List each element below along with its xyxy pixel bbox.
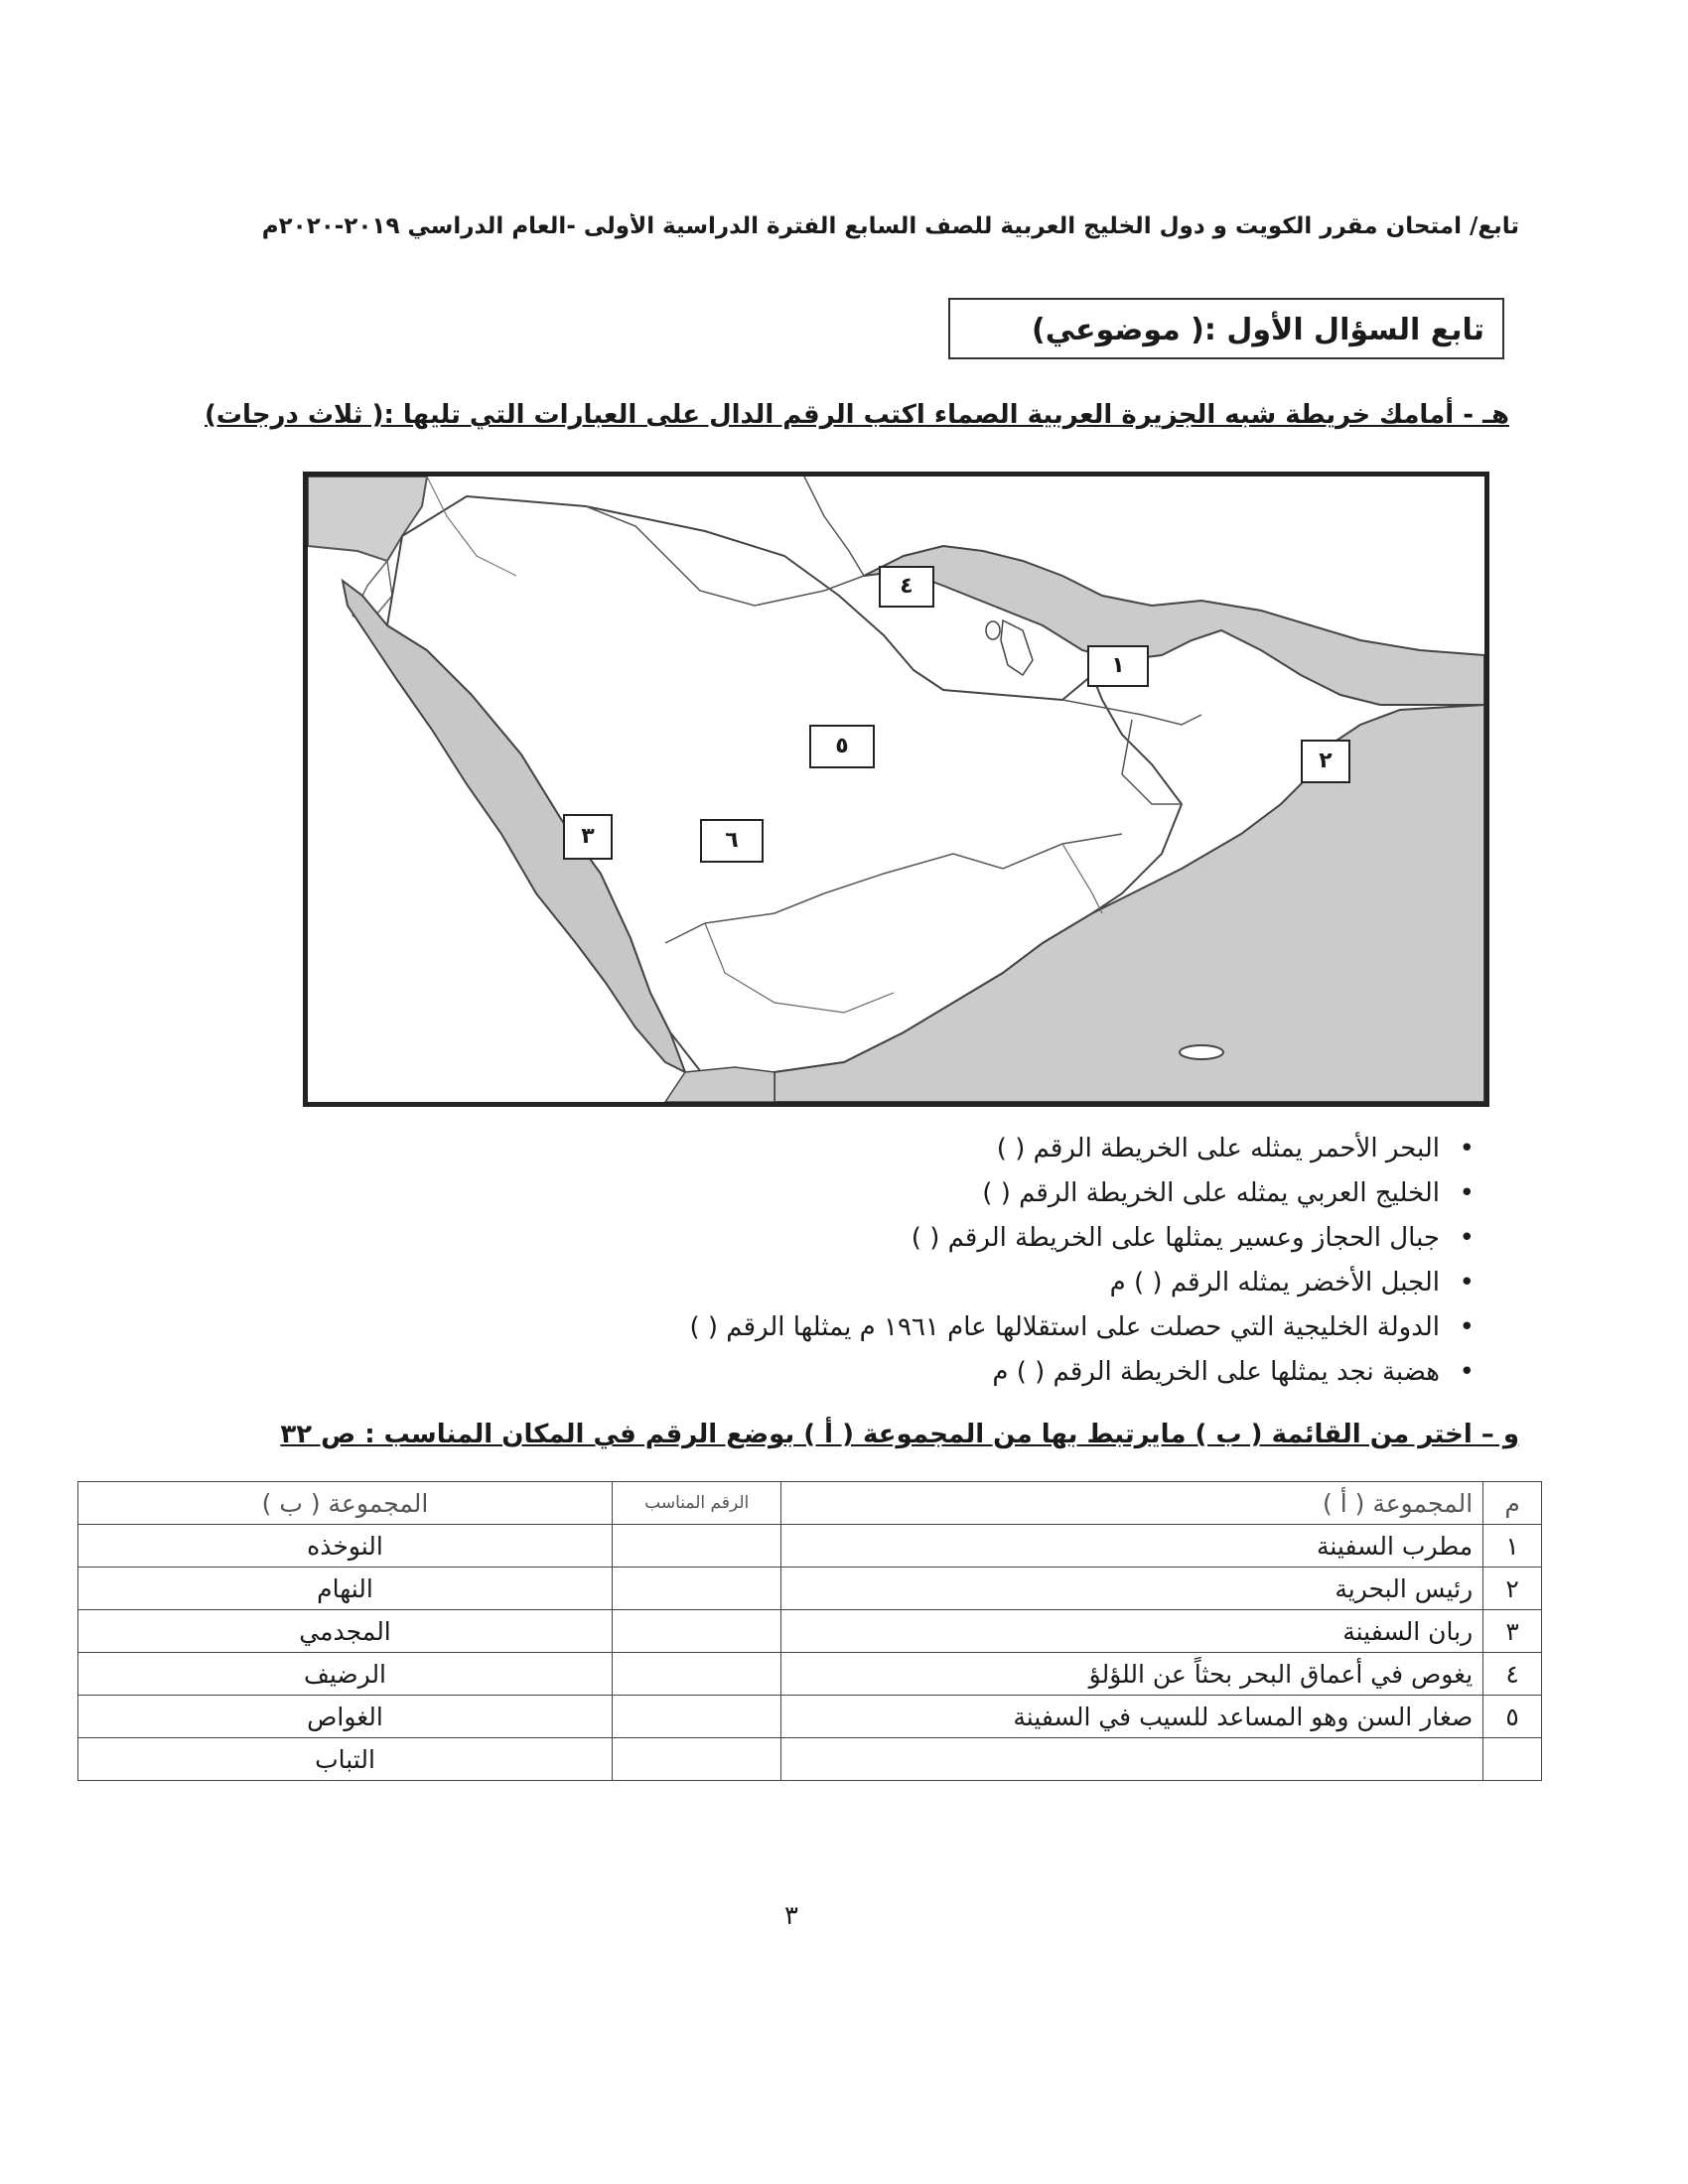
answer-cell[interactable] bbox=[613, 1525, 781, 1568]
arabian-peninsula-map bbox=[303, 472, 1489, 1107]
group-a-cell: رئيس البحرية bbox=[781, 1568, 1483, 1610]
statement-item: • البحر الأحمر يمثله على الخريطة الرقم ( ) bbox=[328, 1127, 1479, 1171]
matching-table bbox=[77, 1481, 1542, 1781]
page-number: ٣ bbox=[784, 1901, 798, 1931]
question-h-instruction: هـ - أمامك خريطة شبه الجزيرة العربية الصماء اكتب الرقم الدال على العبارات التي تليها :( ثلاث درجات) bbox=[205, 400, 1509, 430]
header-m: م bbox=[1483, 1482, 1542, 1525]
row-number: ٤ bbox=[1483, 1653, 1542, 1696]
group-a-cell bbox=[781, 1738, 1483, 1781]
group-b-cell: الرضيف bbox=[78, 1653, 613, 1696]
statement-item: • الجبل الأخضر يمثله الرقم ( ) م bbox=[328, 1261, 1479, 1305]
statement-item: • الدولة الخليجية التي حصلت على استقلالها عام ١٩٦١ م يمثلها الرقم ( ) bbox=[328, 1305, 1479, 1350]
map-marker-1: ١ bbox=[1087, 645, 1149, 687]
map-marker-3: ٣ bbox=[563, 814, 613, 860]
answer-cell[interactable] bbox=[613, 1738, 781, 1781]
table-row bbox=[78, 1653, 1542, 1696]
group-a-cell: ربان السفينة bbox=[781, 1610, 1483, 1653]
table-row bbox=[78, 1610, 1542, 1653]
map-marker-5: ٥ bbox=[809, 725, 875, 768]
exam-header: تابع/ امتحان مقرر الكويت و دول الخليج العربية للصف السابع الفترة الدراسية الأولى -العام الدراسي ٢٠١٩-٢٠٢٠م bbox=[261, 213, 1519, 239]
header-number: الرقم المناسب bbox=[613, 1482, 781, 1525]
statement-item: • الخليج العربي يمثله على الخريطة الرقم ( ) bbox=[328, 1171, 1479, 1216]
answer-cell[interactable] bbox=[613, 1653, 781, 1696]
group-b-cell: النهام bbox=[78, 1568, 613, 1610]
group-b-cell: المجدمي bbox=[78, 1610, 613, 1653]
group-b-cell: الغواص bbox=[78, 1696, 613, 1738]
answer-cell[interactable] bbox=[613, 1568, 781, 1610]
table-row bbox=[78, 1696, 1542, 1738]
table-row bbox=[78, 1525, 1542, 1568]
table-row bbox=[78, 1738, 1542, 1781]
map-marker-4: ٤ bbox=[879, 566, 934, 608]
group-b-cell: التباب bbox=[78, 1738, 613, 1781]
statement-list bbox=[328, 1127, 1479, 1395]
row-number bbox=[1483, 1738, 1542, 1781]
row-number: ١ bbox=[1483, 1525, 1542, 1568]
table-row bbox=[78, 1568, 1542, 1610]
group-a-cell: صغار السن وهو المساعد للسيب في السفينة bbox=[781, 1696, 1483, 1738]
question-w-instruction: و – اختر من القائمة ( ب ) مايرتبط بها من المجموعة ( أ ) بوضع الرقم في المكان المناسب : ص ٣٢ bbox=[280, 1420, 1519, 1449]
row-number: ٢ bbox=[1483, 1568, 1542, 1610]
section-title-box: تابع السؤال الأول :( موضوعي) bbox=[948, 298, 1504, 359]
header-group-a: المجموعة ( أ ) bbox=[781, 1482, 1483, 1525]
answer-cell[interactable] bbox=[613, 1610, 781, 1653]
statement-item: • هضبة نجد يمثلها على الخريطة الرقم ( ) م bbox=[328, 1350, 1479, 1395]
row-number: ٣ bbox=[1483, 1610, 1542, 1653]
group-a-cell: مطرب السفينة bbox=[781, 1525, 1483, 1568]
row-number: ٥ bbox=[1483, 1696, 1542, 1738]
answer-cell[interactable] bbox=[613, 1696, 781, 1738]
statement-item: • جبال الحجاز وعسير يمثلها على الخريطة الرقم ( ) bbox=[328, 1216, 1479, 1261]
group-a-cell: يغوص في أعماق البحر بحثاً عن اللؤلؤ bbox=[781, 1653, 1483, 1696]
header-group-b: المجموعة ( ب ) bbox=[78, 1482, 613, 1525]
group-b-cell: النوخذه bbox=[78, 1525, 613, 1568]
table-header-row bbox=[78, 1482, 1542, 1525]
map-marker-2: ٢ bbox=[1301, 740, 1350, 783]
map-marker-6: ٦ bbox=[700, 819, 764, 863]
